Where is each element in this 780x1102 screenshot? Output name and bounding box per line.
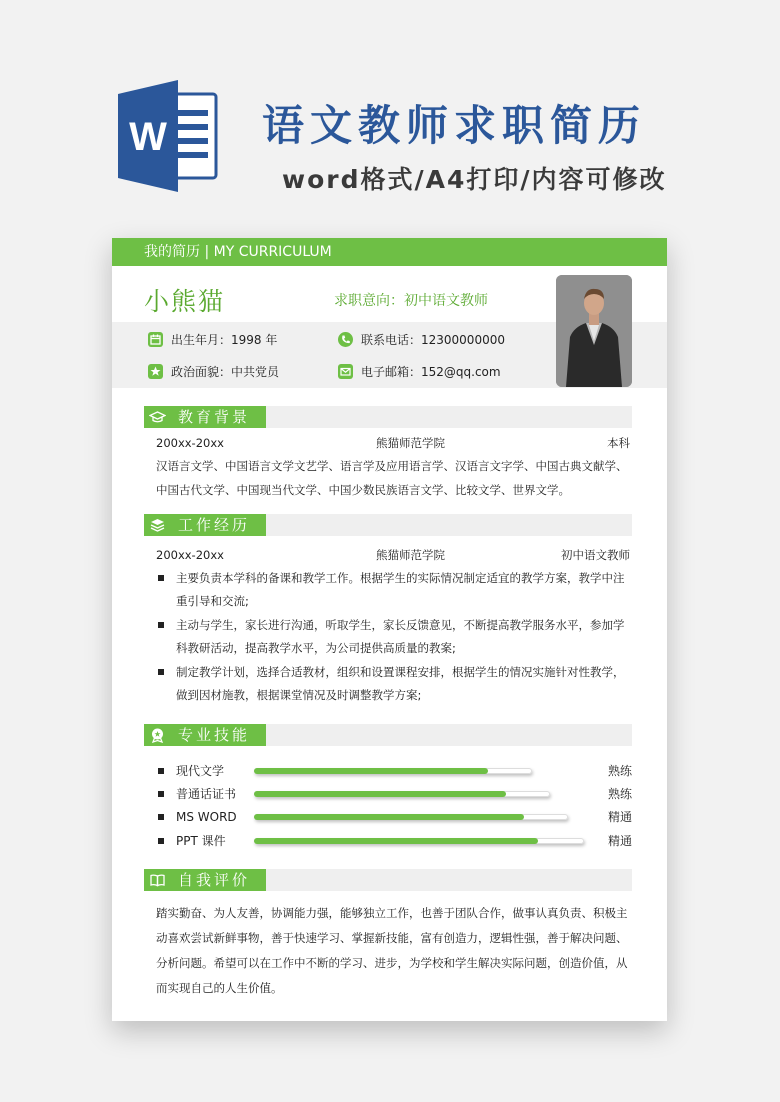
skill-row: [158, 785, 632, 803]
skill-name: MS WORD: [176, 810, 237, 824]
education-degree: 本科: [607, 436, 630, 450]
layers-icon: [149, 517, 166, 533]
bullet-square: [158, 575, 164, 581]
evaluation-text: 踏实勤奋、为人友善，协调能力强，能够独立工作，也善于团队合作，做事认真负责、积极主动喜欢尝试新鲜事物，善于快速学习、掌握新技能，富有创造力，逻辑性强，善于解决问题、分析问题。希望可以在工作中不断的学习、进步，为学校和学生解决实际问题，创造价值，从而实现自己的人生价值。: [156, 906, 628, 995]
work-school: 熊猫师范学院: [376, 548, 445, 562]
skill-bar-fill: [254, 791, 506, 797]
politics-text: 政治面貌：中共党员: [171, 365, 280, 379]
skill-row: [158, 832, 632, 850]
education-courses: 汉语言文学、中国语言文学文艺学、语言学及应用语言学、汉语言文字学、中国古典文献学、中国古代文学、中国现当代文学、中国少数民族语言文学、比较文学、世界文学。: [156, 459, 628, 497]
skill-level: 熟练: [607, 764, 632, 778]
education-school: 熊猫师范学院: [376, 436, 445, 450]
section-education-tab: [144, 406, 266, 428]
skill-name: 现代文学: [176, 764, 225, 778]
bullet-square: [158, 814, 164, 820]
skill-bar-fill: [254, 768, 488, 774]
education-row: [156, 435, 630, 451]
info-phone: [338, 332, 505, 348]
section-skills-tab: [144, 724, 266, 746]
word-logo-letter: W: [129, 115, 167, 159]
calendar-icon: [148, 332, 163, 347]
info-birth: [148, 332, 277, 348]
profile-photo: [556, 275, 632, 387]
candidate-name: 小熊猫: [144, 287, 226, 316]
resume-header-bar: [112, 238, 667, 266]
section-skills-title: 专业技能: [178, 726, 251, 744]
section-evaluation-tab: [144, 869, 266, 891]
skill-level: 精通: [607, 810, 632, 824]
banner-title: 语文教师求职简历: [262, 101, 647, 150]
work-item-text: 制定教学计划，选择合适教材，组织和设置课程安排，根据学生的情况实施针对性教学，做到因材施教，根据课堂情况及时调整教学方案;: [176, 665, 625, 702]
job-intent: 求职意向：初中语文教师: [334, 293, 488, 309]
banner-subtitle: word格式/A4打印/内容可修改: [282, 165, 667, 194]
skill-level: 精通: [607, 834, 632, 848]
bullet-square: [158, 768, 164, 774]
skill-name: PPT 课件: [176, 834, 226, 848]
graduation-cap-icon: [149, 409, 166, 425]
section-education-title: 教育背景: [178, 408, 251, 426]
word-logo-icon: [118, 80, 218, 192]
phone-icon: [338, 332, 353, 347]
skill-row: [158, 808, 632, 826]
bullet-square: [158, 622, 164, 628]
skill-bar-track: [254, 791, 550, 797]
info-email: [338, 364, 501, 380]
skill-bar-track: [254, 768, 532, 774]
work-item-text: 主要负责本学科的备课和教学工作。根据学生的实际情况制定适宜的教学方案，教学中注重引导和交流;: [176, 571, 625, 608]
section-evaluation-title: 自我评价: [178, 871, 251, 889]
bullet-square: [158, 838, 164, 844]
skill-level: 熟练: [607, 787, 632, 801]
section-skills-header: [144, 724, 632, 746]
resume-header-label: 我的简历 | MY CURRICULUM: [144, 244, 332, 260]
section-work-title: 工作经历: [178, 516, 251, 534]
resume-paper: [112, 238, 667, 1021]
bullet-square: [158, 791, 164, 797]
section-education-header: [144, 406, 632, 428]
book-icon: [149, 872, 166, 888]
education-period: 200xx-20xx: [156, 436, 224, 450]
work-position: 初中语文教师: [561, 548, 630, 562]
work-row: [156, 547, 630, 563]
skill-bar-track: [254, 838, 584, 844]
skill-bar-fill: [254, 814, 524, 820]
award-icon: [149, 727, 166, 743]
work-period: 200xx-20xx: [156, 548, 224, 562]
star-icon: [148, 364, 163, 379]
section-work-tab: [144, 514, 266, 536]
work-item-text: 主动与学生，家长进行沟通，听取学生，家长反馈意见，不断提高教学服务水平，参加学科教研活动，提高教学水平，为公司提供高质量的教案;: [176, 618, 625, 655]
section-evaluation-header: [144, 869, 632, 891]
skill-bar-track: [254, 814, 568, 820]
skill-row: [158, 762, 632, 780]
section-work-header: [144, 514, 632, 536]
birth-text: 出生年月：1998 年: [171, 333, 278, 347]
mail-icon: [338, 364, 353, 379]
skill-name: 普通话证书: [176, 787, 237, 801]
phone-text: 联系电话：12300000000: [361, 333, 505, 347]
bullet-square: [158, 669, 164, 675]
banner: [0, 0, 780, 238]
email-text: 电子邮箱：152@qq.com: [361, 365, 501, 379]
info-politics: [148, 364, 279, 380]
skill-bar-fill: [254, 838, 538, 844]
